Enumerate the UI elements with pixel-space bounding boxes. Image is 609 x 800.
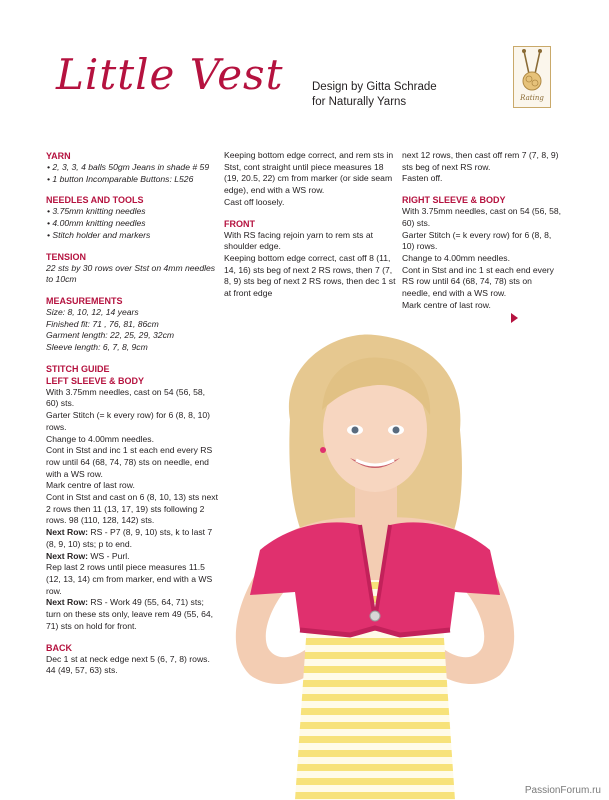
rating-label: Rating: [520, 94, 544, 102]
instruction-text: Fasten off.: [402, 173, 443, 184]
instruction-text: With RS facing rejoin yarn to rem sts at shoulder edge.: [224, 229, 374, 252]
next-row-instruction: [46, 551, 218, 563]
yarn-item: • 1 button Incomparable Buttons: L526: [47, 173, 194, 184]
pattern-title: Little Vest: [56, 50, 284, 99]
next-row-instruction: [46, 527, 218, 550]
tension-heading: TENSION: [46, 251, 87, 262]
continue-arrow-icon: [511, 313, 518, 323]
instruction-text: Change to 4.00mm needles.: [402, 252, 510, 263]
needles-item: • Stitch holder and markers: [47, 229, 151, 240]
needles-item: • 4.00mm knitting needles: [47, 218, 146, 229]
instruction-text: Cast off loosely.: [224, 196, 285, 207]
instruction-text: Garter Stitch (= k every row) for 6 (8, 8, 10) rows.: [402, 229, 552, 252]
yarn-item-text: 1 button Incomparable Buttons: L526: [52, 173, 194, 184]
needles-item: • 3.75mm knitting needles: [47, 206, 146, 217]
instruction-text: Cont in Stst and cast on 6 (8, 10, 13) sts next 2 rows then 11 (13, 17, 19) sts following 2 rows. 98 (110, 128, 142) sts.: [46, 492, 218, 526]
instruction-text: With 3.75mm needles, cast on 54 (56, 58, 60) sts.: [402, 206, 562, 228]
next-row-text: RS - Work 49 (55, 64, 71) sts; turn on these sts only, leave rem 49 (55, 64, 71) sts on hold for front.: [46, 597, 214, 631]
instruction-text: Dec 1 st at neck edge next 5 (6, 7, 8) rows. 44 (49, 57, 63) sts.: [46, 653, 210, 676]
instruction-text: Change to 4.00mm needles.: [46, 433, 154, 444]
needles-item-text: Stitch holder and markers: [52, 229, 151, 240]
tension-text: 22 sts by 30 rows over Stst on 4mm needles to 10cm: [46, 262, 216, 285]
watermark: PassionForum.ru: [524, 785, 601, 796]
designer-line: Design by Gitta Schrade: [312, 81, 437, 93]
next-row-label: Next Row:: [46, 527, 89, 538]
instruction-text: Mark centre of last row.: [402, 299, 491, 310]
needles-item-text: 3.75mm knitting needles: [52, 206, 146, 217]
publisher-line: for Naturally Yarns: [312, 96, 407, 108]
column-middle: [224, 150, 396, 300]
instruction-text: Keeping bottom edge correct, and rem sts in Stst, cont straight until piece measures 18 (19, 20.5, 22) cm from marker (or side seam edge), end with a WS row.: [224, 150, 394, 196]
needles-item-text: 4.00mm knitting needles: [52, 218, 146, 229]
difficulty-rating-badge: [513, 46, 551, 108]
front-heading: FRONT: [224, 218, 255, 229]
column-left: [46, 150, 218, 677]
model-photo: [210, 330, 540, 800]
instruction-text: Cont in Stst and inc 1 st each end every RS row until 64 (68, 74, 78) sts on needle, end with a WS row.: [402, 264, 554, 299]
knitting-needles-icon: [514, 47, 550, 95]
back-heading: BACK: [46, 642, 72, 653]
measurement-fit: Finished fit: 71 , 76, 81, 86cm: [46, 318, 159, 329]
next-row-text: WS - Purl.: [88, 550, 130, 561]
measurements-heading: MEASUREMENTS: [46, 295, 123, 306]
column-right: [402, 150, 562, 311]
yarn-item: • 2, 3, 3, 4 balls 50gm Jeans in shade # 59: [47, 162, 210, 172]
instruction-text: Keeping bottom edge correct, cast off 8 (11, 14, 16) sts beg of next 2 RS rows, then 7 (7, 8, 9) sts beg of next 2 RS rows, then dec 1 st at front edge: [224, 252, 396, 299]
next-row-instruction: [46, 597, 218, 632]
next-row-text: RS - P7 (8, 9, 10) sts, k to last 7 (8, 9, 10) sts; p to end.: [46, 527, 213, 549]
needles-heading: NEEDLES AND TOOLS: [46, 195, 144, 206]
stitch-guide-heading: STITCH GUIDE: [46, 363, 110, 374]
instruction-text: next 12 rows, then cast off rem 7 (7, 8, 9) sts beg of next RS row.: [402, 150, 559, 172]
instruction-text: With 3.75mm needles, cast on 54 (56, 58, 60) sts.: [46, 386, 206, 409]
next-row-label: Next Row:: [46, 597, 89, 608]
measurement-sleeve: Sleeve length: 6, 7, 8, 9cm: [46, 342, 148, 353]
instruction-text: Cont in Stst and inc 1 st each end every RS row until 64 (68, 74, 78) sts on needle, end with a WS row.: [46, 445, 213, 479]
measurement-garment: Garment length: 22, 25, 29, 32cm: [46, 330, 175, 341]
designer-credit: [312, 80, 437, 110]
yarn-item-text: 2, 3, 3, 4 balls 50gm Jeans in shade # 59: [52, 162, 210, 172]
right-sleeve-heading: RIGHT SLEEVE & BODY: [402, 195, 506, 206]
instruction-text: Mark centre of last row.: [46, 480, 135, 491]
instruction-text: Rep last 2 rows until piece measures 11.5 (12, 13, 14) cm from marker, end with a WS row.: [46, 562, 213, 596]
next-row-label: Next Row:: [46, 550, 89, 561]
yarn-heading: YARN: [46, 151, 71, 161]
measurement-size: Size: 8, 10, 12, 14 years: [46, 306, 139, 317]
instruction-text: Garter Stitch (= k every row) for 6 (8, 8, 10) rows.: [46, 410, 211, 432]
left-sleeve-heading: LEFT SLEEVE & BODY: [46, 375, 145, 386]
